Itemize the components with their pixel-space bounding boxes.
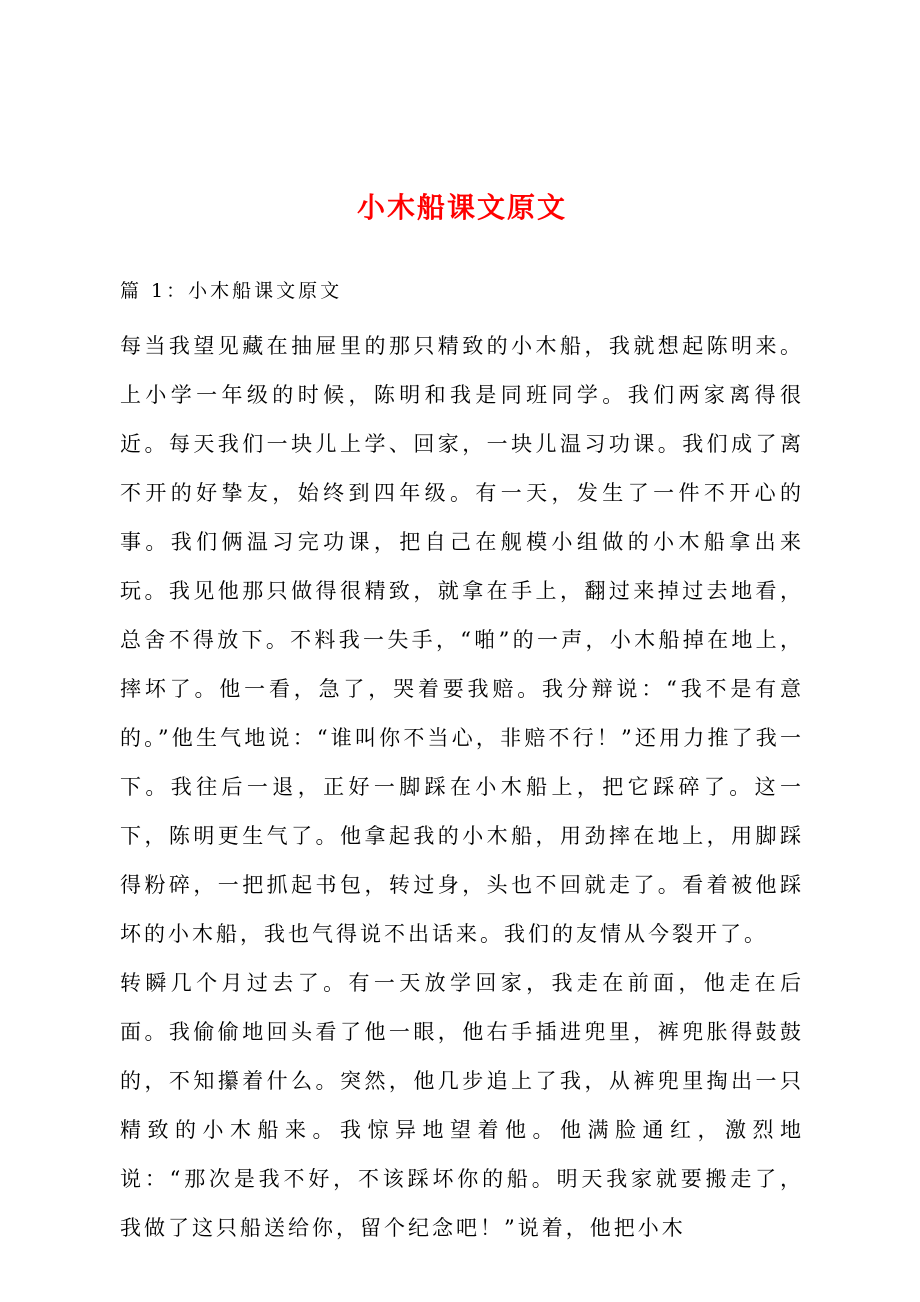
document-title: 小木船课文原文 <box>356 191 567 224</box>
paragraph-2: 转瞬几个月过去了。有一天放学回家，我走在前面，他走在后面。我偷偷地回头看了他一眼，他右手插进兜里，裤兜胀得鼓鼓的，不知攥着什么。突然，他几步追上了我，从裤兜里掏出一只精致的小木船来。我惊异地望着他。他满脸通红，激烈地说：“那次是我不好，不该踩坏你的船。明天我家就要搬走了，我做了这只船送给你，留个纪念吧！”说着，他把小木 <box>120 971 804 1240</box>
paragraph-1: 每当我望见藏在抽屉里的那只精致的小木船，我就想起陈明来。上小学一年级的时候，陈明和我是同班同学。我们两家离得很近。每天我们一块儿上学、回家，一块儿温习功课。我们成了离不开的好挚友，始终到四年级。有一天，发生了一件不开心的事。我们俩温习完功课，把自己在舰模小组做的小木船拿出来玩。我见他那只做得很精致，就拿在手上，翻过来掉过去地看，总舍不得放下。不料我一失手，“啪”的一声，小木船掉在地上，摔坏了。他一看，急了，哭着要我赔。我分辩说：“我不是有意的。”他生气地说：“谁叫你不当心，非赔不行！”还用力推了我一下。我往后一退，正好一脚踩在小木船上，把它踩碎了。这一下，陈明更生气了。他拿起我的小木船，用劲摔在地上，用脚踩得粉碎，一把抓起书包，转过身，头也不回就走了。看着被他踩坏的小木船，我也气得说不出话来。我们的友情从今裂开了。 <box>120 334 804 946</box>
section-heading: 篇 1：小木船课文原文 <box>120 280 343 302</box>
